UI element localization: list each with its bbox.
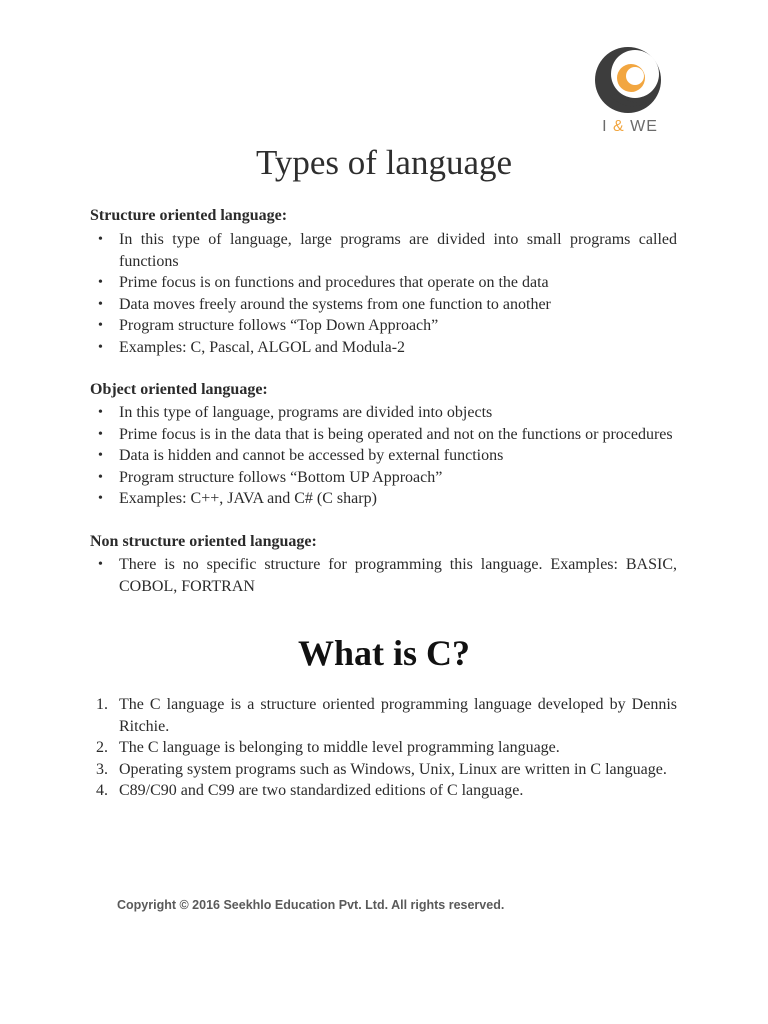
list-item: • In this type of language, programs are divided into objects [90,402,677,424]
list-structure [90,229,677,358]
list-what-is-c [90,694,677,802]
logo-swirl-icon [588,44,672,116]
section-title-structure: Structure oriented language: [90,207,288,224]
copyright-footer: Copyright © 2016 Seekhlo Education Pvt. Ltd. All rights reserved. [117,898,505,912]
logo-text: I & WE [602,118,658,135]
list-item: • In this type of language, large programs are divided into small programs called functions [90,229,677,272]
list-item: • There is no specific structure for programming this language. Examples: BASIC, COBOL, FORTRAN [90,554,677,597]
list-item: • Data is hidden and cannot be accessed by external functions [90,445,677,467]
list-item: • Examples: C++, JAVA and C# (C sharp) [90,488,677,510]
list-item: • Prime focus is in the data that is being operated and not on the functions or procedures [90,424,677,446]
list-item: 3. Operating system programs such as Windows, Unix, Linux are written in C language. [96,760,667,778]
list-item: 4. C89/C90 and C99 are two standardized editions of C language. [96,782,524,799]
list-item: 2. The C language is belonging to middle level programming language. [96,739,560,756]
i-and-we-logo [588,44,672,140]
section-title-object: Object oriented language: [90,381,268,398]
list-object [90,402,677,510]
heading-what-is-c: What is C? [297,633,471,673]
list-nonstructure [90,554,677,597]
heading-types-of-language: Types of language [255,143,513,182]
list-item: • Data moves freely around the systems from one function to another [90,294,677,316]
list-item: • Program structure follows “Bottom UP Approach” [90,467,677,489]
list-item: • Program structure follows “Top Down Approach” [90,315,677,337]
section-title-nonstructure: Non structure oriented language: [90,533,317,550]
list-item: 1. The C language is a structure oriented programming language developed by Dennis Ritchie. [96,696,677,735]
list-item: • Prime focus is on functions and procedures that operate on the data [90,272,677,294]
list-item: • Examples: C, Pascal, ALGOL and Modula-2 [90,337,677,359]
